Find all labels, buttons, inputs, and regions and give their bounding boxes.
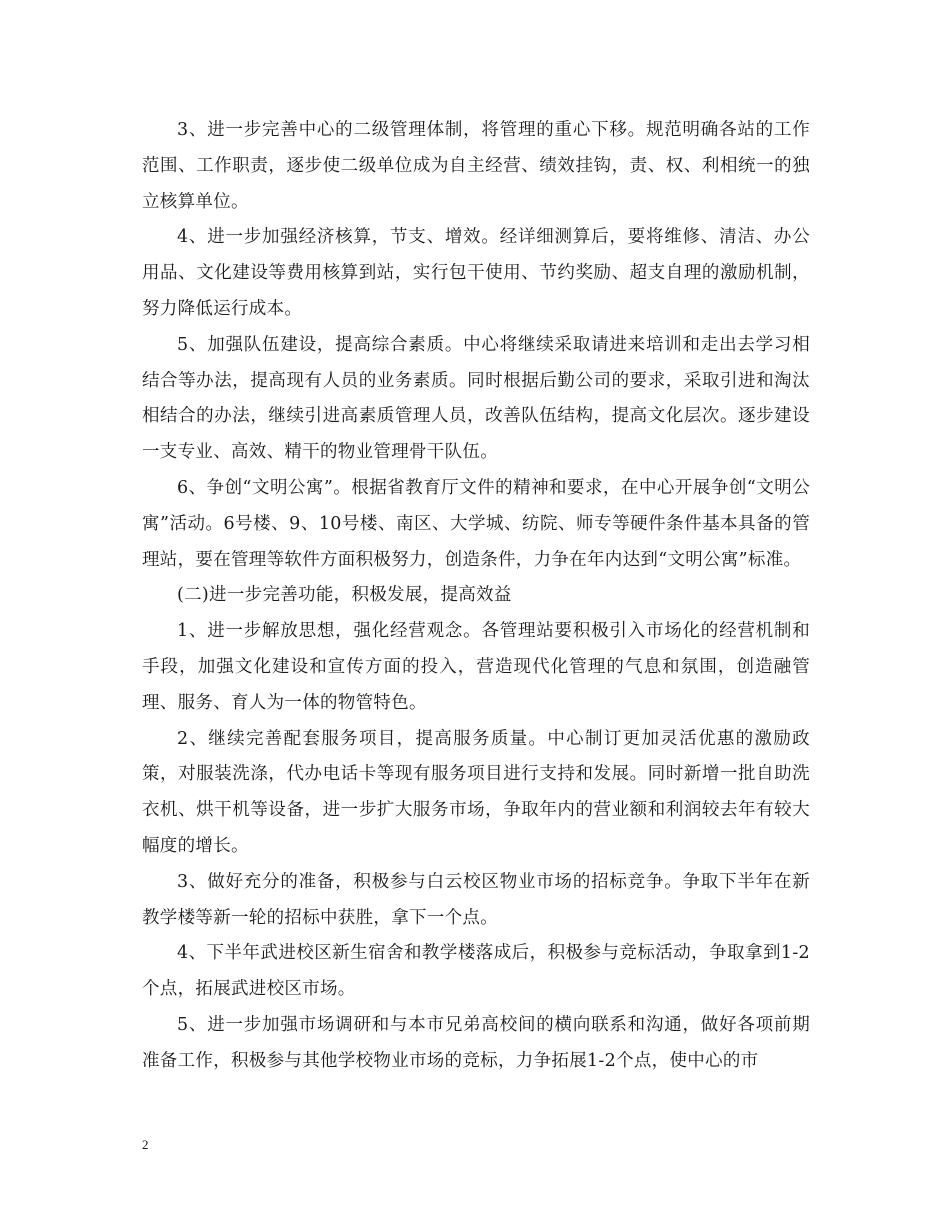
paragraph-2-service-projects: 2、继续完善配套服务项目，提高服务质量。中心制订更加灵活优惠的激励政策，对服装洗涤，代办电话卡等现有服务项目进行支持和发展。同时新增一批自助洗衣机、烘干机等设备，进一步扩大服务市场，争取年内的营业额和利润较去年有较大幅度的增长。 [142,728,810,856]
paragraph-5-market-research: 5、进一步加强市场调研和与本市兄弟高校间的横向联系和沟通，做好各项前期准备工作，积极参与其他学校物业市场的竞标，力争拓展1-2个点，使中心的市 [142,1014,810,1071]
paragraph-4-economic-accounting: 4、进一步加强经济核算，节支、增效。经详细测算后，要将维修、清洁、办公用品、文化建设等费用核算到站，实行包干使用、节约奖励、超支自理的激励机制，努力降低运行成本。 [142,227,810,319]
page-number: 2 [142,1137,149,1152]
paragraph-3-secondary-management: 3、进一步完善中心的二级管理体制，将管理的重心下移。规范明确各站的工作范围、工作职责，逐步使二级单位成为自主经营、绩效挂钩，责、权、利相统一的独立核算单位。 [142,120,810,212]
paragraph-5-team-building: 5、加强队伍建设，提高综合素质。中心将继续采取请进来培训和走出去学习相结合等办法，提高现有人员的业务素质。同时根据后勤公司的要求，采取引进和淘汰相结合的办法，继续引进高素质管理人员，改善队伍结构，提高文化层次。逐步建设一支专业、高效、精干的物业管理骨干队伍。 [142,334,810,463]
paragraph-4-wujin-campus: 4、下半年武进校区新生宿舍和教学楼落成后，积极参与竞标活动，争取拿到1-2个点，拓展武进校区市场。 [142,943,810,1000]
section-heading-2: (二)进一步完善功能，积极发展，提高效益 [177,585,512,606]
document-body [142,113,810,1080]
paragraph-1-liberate-thinking: 1、进一步解放思想，强化经营观念。各管理站要积极引入市场化的经营机制和手段，加强文化建设和宣传方面的投入，营造现代化管理的气息和氛围，创造融管理、服务、育人为一体的物管特色。 [142,621,810,713]
paragraph-3-baiyun-bidding: 3、做好充分的准备，积极参与白云校区物业市场的招标竞争。争取下半年在新教学楼等新一轮的招标中获胜，拿下一个点。 [142,871,810,928]
paragraph-6-civilized-apartment: 6、争创“文明公寓”。根据省教育厅文件的精神和要求，在中心开展争创“文明公寓”活动。6号楼、9、10号楼、南区、大学城、纺院、师专等硬件条件基本具备的管理站，要在管理等软件方面积极努力，创造条件，力争在年内达到“文明公寓”标准。 [142,477,810,570]
